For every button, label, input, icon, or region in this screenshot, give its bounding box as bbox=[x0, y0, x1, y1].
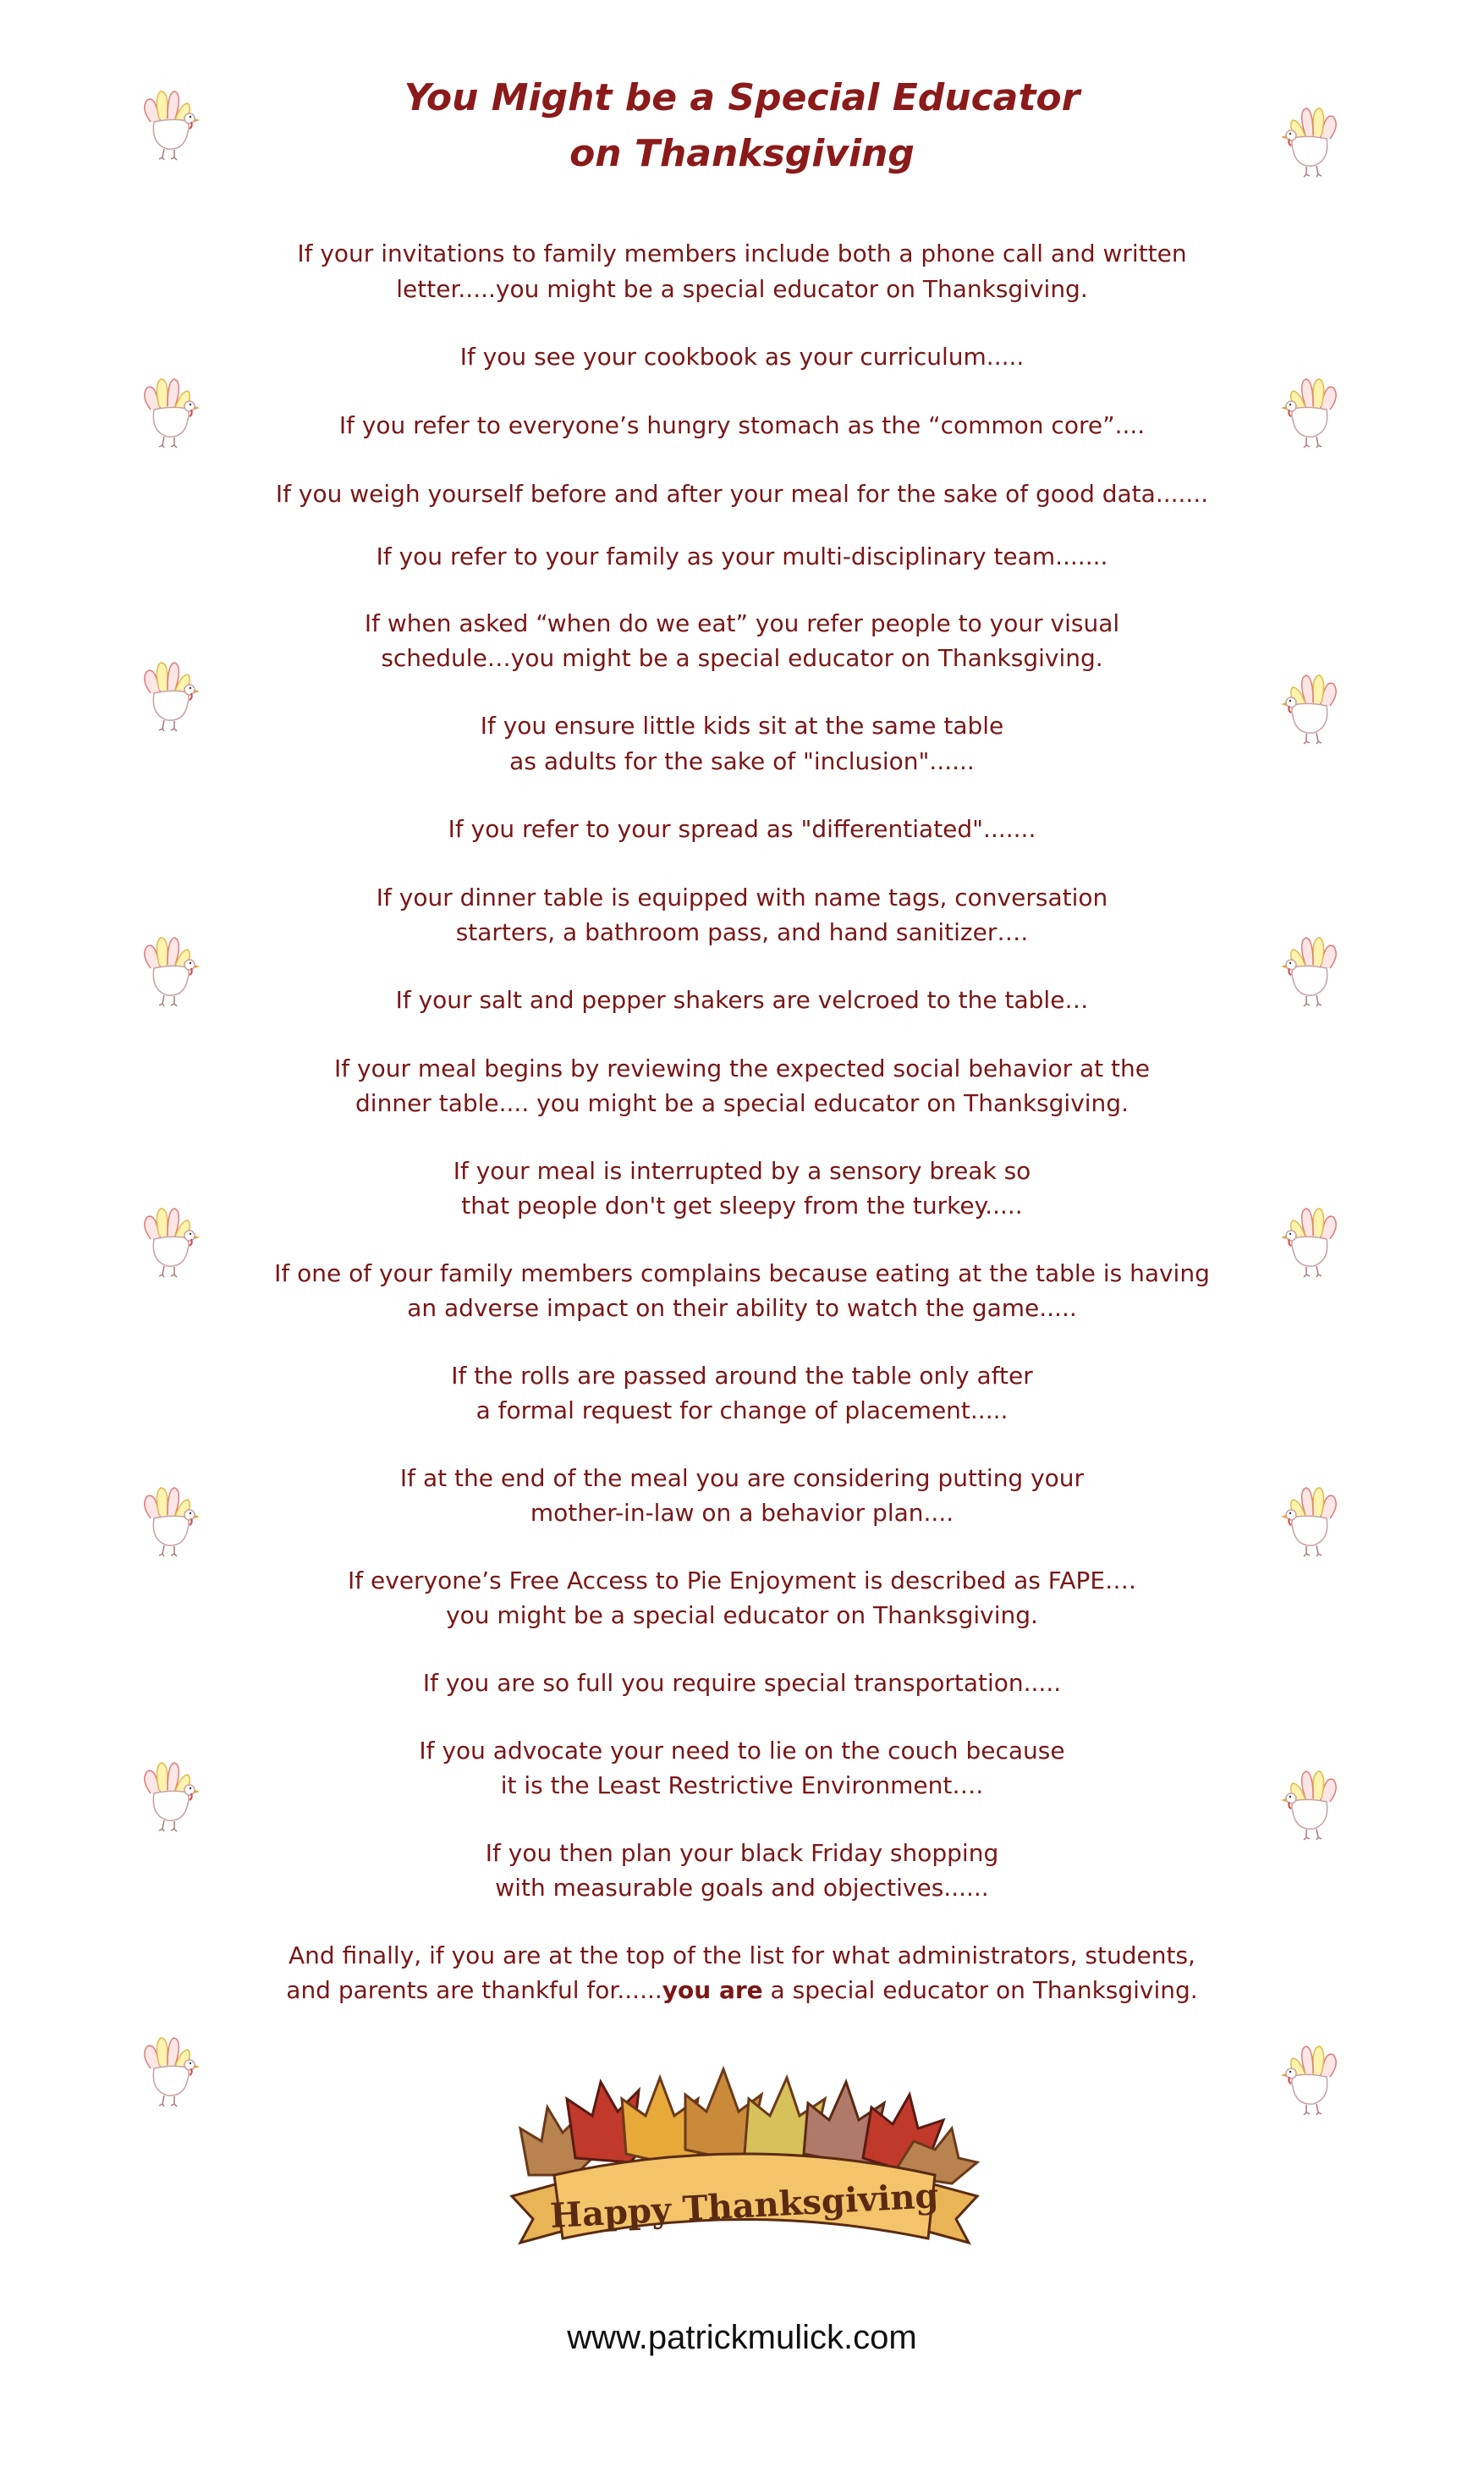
poem-line: If at the end of the meal you are considering putting your bbox=[399, 1464, 1085, 1492]
poem-line: If you refer to everyone’s hungry stomach as the “common core”.... bbox=[338, 411, 1146, 439]
poem-line: If when asked “when do we eat” you refer people to your visual bbox=[364, 609, 1120, 637]
poem-line-final bbox=[0, 1974, 1484, 2007]
poem-line: If you refer to your spread as "differentiated"....... bbox=[448, 815, 1036, 843]
poem-line: with measurable goals and objectives...... bbox=[495, 1874, 989, 1902]
hand-turkey-icon bbox=[135, 1202, 212, 1278]
poem-line: If you refer to your family as your multi-disciplinary team....... bbox=[376, 542, 1108, 570]
hand-turkey-icon bbox=[135, 656, 212, 732]
poem-line: If the rolls are passed around the table only after bbox=[451, 1362, 1033, 1390]
poem-line: If you advocate your need to lie on the couch because bbox=[419, 1737, 1065, 1765]
poem-line: If you weigh yourself before and after your meal for the sake of good data....... bbox=[275, 480, 1209, 508]
poem-line: If you ensure little kids sit at the same table bbox=[480, 712, 1004, 740]
hand-turkey-icon bbox=[1269, 1765, 1345, 1841]
poem-line: letter.....you might be a special educator on Thanksgiving. bbox=[396, 275, 1088, 303]
poem-line: it is the Least Restrictive Environment…. bbox=[500, 1771, 984, 1799]
autumn-leaves-banner bbox=[495, 2048, 994, 2285]
hand-turkey-icon bbox=[135, 2031, 212, 2107]
poem-line: If your salt and pepper shakers are velcroed to the table… bbox=[395, 986, 1089, 1014]
poem-line: And finally, if you are at the top of the list for what administrators, students, bbox=[289, 1941, 1195, 1969]
poem-line: mother-in-law on a behavior plan.... bbox=[530, 1499, 954, 1527]
poem-line: If everyone’s Free Access to Pie Enjoyment is described as FAPE…. bbox=[348, 1567, 1136, 1594]
poem-line: an adverse impact on their ability to watch the game..... bbox=[407, 1294, 1077, 1322]
poem-line: If one of your family members complains because eating at the table is having bbox=[274, 1259, 1210, 1287]
poem-line: starters, a bathroom pass, and hand sanitizer…. bbox=[455, 918, 1029, 946]
hand-turkey-icon bbox=[1269, 1481, 1345, 1557]
banner-text: Happy Thanksgiving bbox=[549, 2176, 940, 2236]
title-line-1: You Might be a Special Educator bbox=[404, 76, 1080, 119]
hand-turkey-icon bbox=[1269, 372, 1345, 449]
title-line-2: on Thanksgiving bbox=[569, 132, 915, 175]
poem-line: dinner table.... you might be a special educator on Thanksgiving. bbox=[355, 1089, 1129, 1117]
poem-line: a formal request for change of placement..... bbox=[475, 1396, 1009, 1424]
hand-turkey-icon bbox=[135, 1756, 212, 1832]
poem-line: If you are so full you require special transportation..... bbox=[422, 1669, 1062, 1697]
final-line-after: a special educator on Thanksgiving. bbox=[762, 1976, 1198, 2004]
poem-line: If you then plan your black Friday shopping bbox=[485, 1839, 999, 1867]
final-line-bold: you are bbox=[662, 1976, 763, 2004]
hand-turkey-icon bbox=[1269, 1202, 1345, 1278]
poem-line: If your meal is interrupted by a sensory break so bbox=[453, 1157, 1031, 1185]
hand-turkey-icon bbox=[135, 931, 212, 1007]
hand-turkey-icon bbox=[1269, 102, 1345, 178]
poem-line: If your dinner table is equipped with name tags, conversation bbox=[376, 884, 1108, 911]
poem-line: If your invitations to family members include both a phone call and written bbox=[297, 240, 1187, 267]
poem-line: that people don't get sleepy from the turkey..... bbox=[461, 1192, 1023, 1220]
poem-line: If your meal begins by reviewing the expected social behavior at the bbox=[334, 1055, 1150, 1082]
hand-turkey-icon bbox=[135, 372, 212, 449]
poem-line: schedule…you might be a special educator on Thanksgiving. bbox=[381, 644, 1103, 672]
hand-turkey-icon bbox=[135, 85, 212, 161]
hand-turkey-icon bbox=[1269, 669, 1345, 745]
website-url[interactable]: www.patrickmulick.com bbox=[567, 2319, 917, 2356]
hand-turkey-icon bbox=[135, 1481, 212, 1557]
poem-line: you might be a special educator on Thanksgiving. bbox=[446, 1601, 1038, 1629]
hand-turkey-icon bbox=[1269, 2040, 1345, 2116]
poem-line: as adults for the sake of "inclusion"...... bbox=[509, 747, 975, 775]
poem-line: If you see your cookbook as your curriculum..... bbox=[459, 343, 1025, 371]
final-line-before: and parents are thankful for...... bbox=[286, 1976, 662, 2004]
hand-turkey-icon bbox=[1269, 931, 1345, 1007]
